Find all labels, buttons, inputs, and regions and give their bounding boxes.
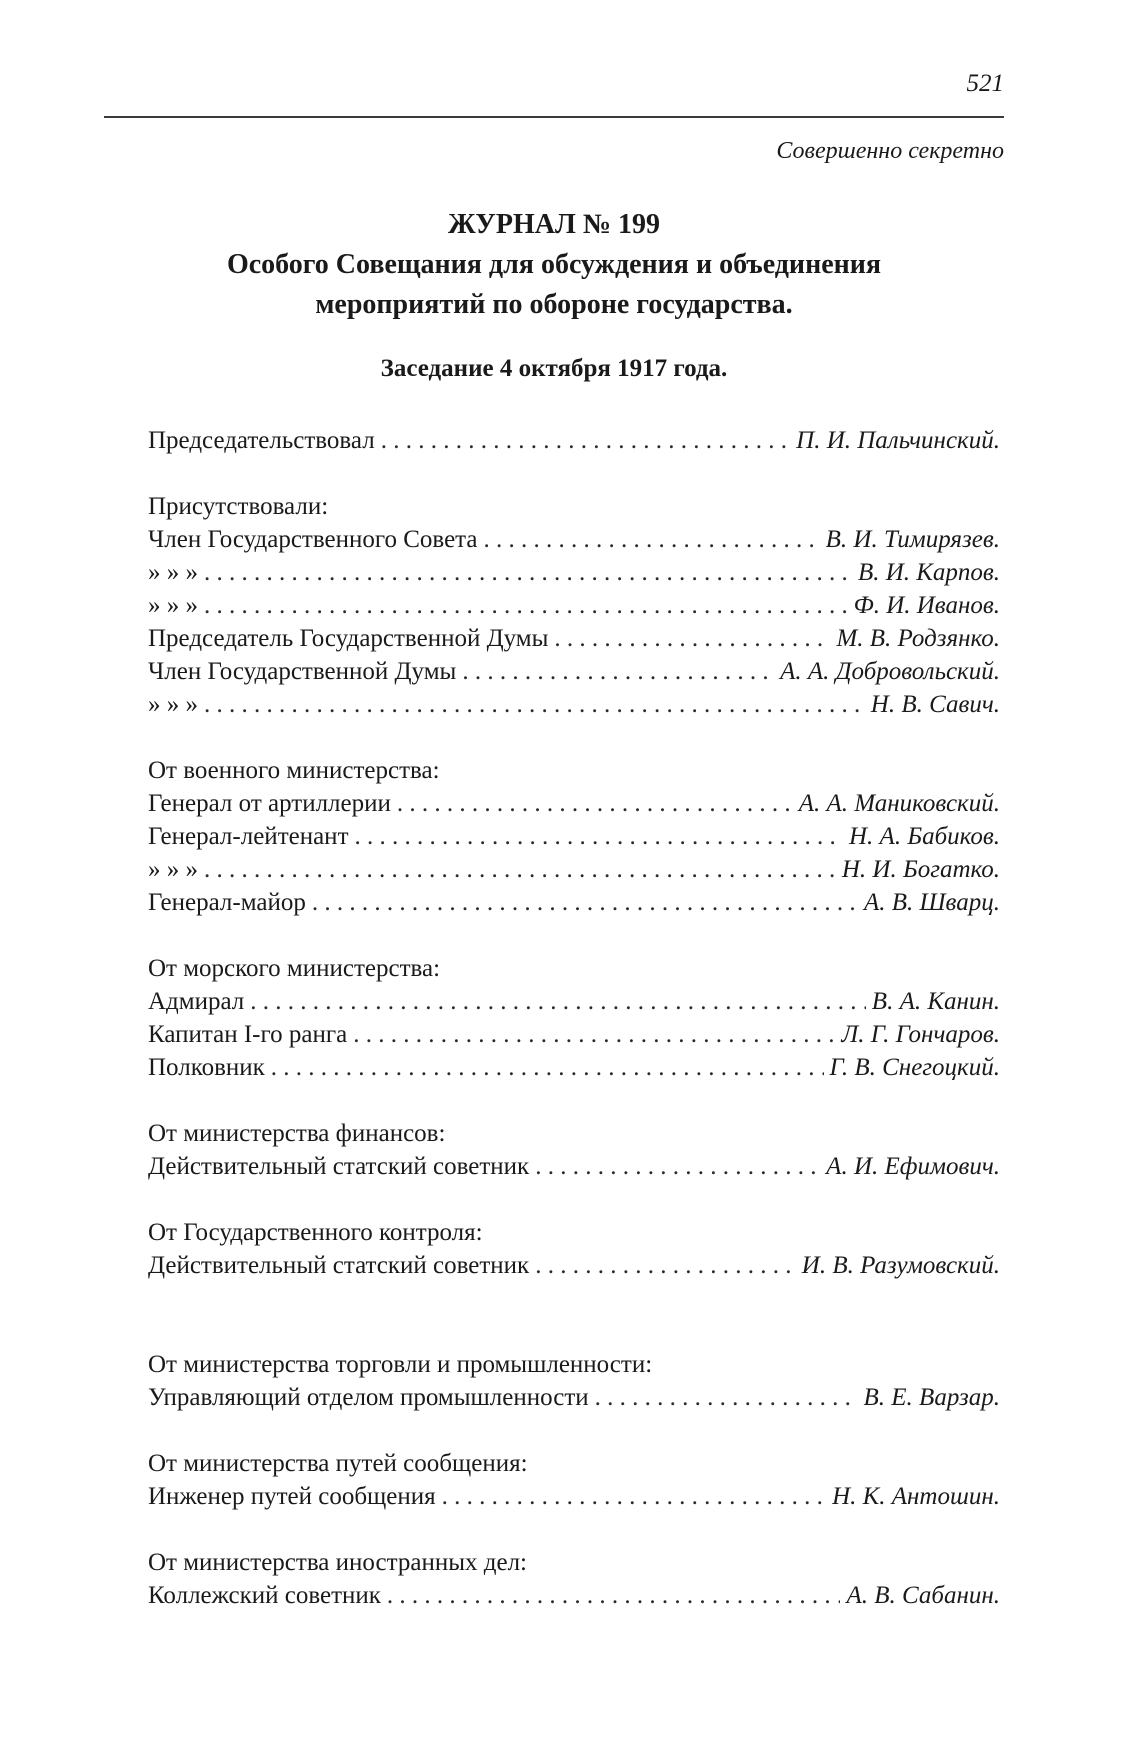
leader-dots	[535, 1249, 796, 1282]
row-name: Н. И. Богатко.	[841, 856, 1000, 883]
row-name: Н. В. Савич.	[870, 691, 1000, 718]
classification-mark: Совершенно секретно	[776, 138, 1004, 164]
row-label: Полковник	[148, 1054, 265, 1081]
attendance-list	[148, 424, 1000, 1612]
row-label: Генерал-майор	[148, 889, 306, 916]
list-item	[148, 1018, 1000, 1051]
list-item	[148, 622, 1000, 655]
title-line-3: мероприятий по обороне государства.	[315, 289, 793, 320]
leader-dots	[204, 556, 852, 589]
leader-dots	[442, 1480, 826, 1513]
row-name: А. А. Маниковский.	[798, 790, 1000, 817]
leader-dots	[484, 523, 820, 556]
row-label: Генерал от артиллерии	[148, 790, 391, 817]
list-item	[148, 820, 1000, 853]
chair-row	[148, 424, 1000, 457]
leader-dots	[387, 1579, 841, 1612]
row-name: А. И. Ефимович.	[826, 1153, 1000, 1180]
leader-dots	[353, 1018, 835, 1051]
group-heading: От министерства иностранных дел:	[148, 1549, 527, 1576]
title-line-1: ЖУРНАЛ № 199	[448, 209, 660, 240]
leader-dots	[204, 853, 836, 886]
list-item	[148, 523, 1000, 556]
row-label: Председатель Государственной Думы	[148, 625, 549, 652]
row-name: П. И. Пальчинский.	[796, 427, 1000, 454]
list-item	[148, 688, 1000, 721]
list-item	[148, 1381, 1000, 1414]
leader-dots	[355, 820, 844, 853]
row-name: Л. Г. Гончаров.	[841, 1021, 1000, 1048]
list-item	[148, 787, 1000, 820]
leader-dots	[554, 622, 830, 655]
list-item	[148, 886, 1000, 919]
leader-dots	[250, 985, 866, 1018]
row-label: Председательствовал	[148, 427, 375, 454]
group-heading: От военного министерства:	[148, 757, 440, 784]
row-name: В. И. Тимирязев.	[825, 526, 1000, 553]
leader-dots	[204, 589, 848, 622]
row-name: А. В. Сабанин.	[846, 1582, 1000, 1609]
row-label: » » »	[148, 559, 198, 586]
leader-dots	[535, 1150, 820, 1183]
row-label: Управляющий отделом промышленности	[148, 1384, 589, 1411]
leader-dots	[312, 886, 858, 919]
list-item	[148, 1579, 1000, 1612]
row-label: » » »	[148, 592, 198, 619]
row-label: » » »	[148, 856, 198, 883]
row-name: А. А. Добровольский.	[780, 658, 1000, 685]
row-label: Адмирал	[148, 988, 245, 1015]
row-name: М. В. Родзянко.	[836, 625, 1000, 652]
row-name: В. И. Карпов.	[857, 559, 1000, 586]
leader-dots	[462, 655, 774, 688]
leader-dots	[204, 688, 865, 721]
page-number: 521	[966, 70, 1004, 97]
row-name: И. В. Разумовский.	[801, 1252, 1000, 1279]
row-name: В. Е. Варзар.	[863, 1384, 1000, 1411]
list-item	[148, 556, 1000, 589]
title-line-2: Особого Совещания для обсуждения и объединения	[226, 249, 882, 280]
leader-dots	[271, 1051, 824, 1084]
row-label: Инженер путей сообщения	[148, 1483, 436, 1510]
header-rule	[104, 116, 1004, 118]
list-item	[148, 1480, 1000, 1513]
row-name: Г. В. Снегоцкий.	[829, 1054, 1000, 1081]
row-label: Капитан I-го ранга	[148, 1021, 348, 1048]
group-heading: От морского министерства:	[148, 955, 441, 982]
group-heading: От Государственного контроля:	[148, 1219, 483, 1246]
leader-dots	[595, 1381, 858, 1414]
group-heading: От министерства торговли и промышленности:	[148, 1351, 653, 1378]
list-item	[148, 1249, 1000, 1282]
list-item	[148, 853, 1000, 886]
list-item	[148, 1150, 1000, 1183]
list-item	[148, 985, 1000, 1018]
row-name: В. А. Канин.	[871, 988, 1000, 1015]
row-name: Ф. И. Иванов.	[853, 592, 1000, 619]
list-item	[148, 1051, 1000, 1084]
leader-dots	[397, 787, 793, 820]
row-name: Н. А. Бабиков.	[849, 823, 1000, 850]
row-label: Действительный статский советник	[148, 1153, 530, 1180]
group-heading: От министерства финансов:	[148, 1120, 446, 1147]
session-date: Заседание 4 октября 1917 года.	[380, 355, 728, 382]
row-label: Генерал-лейтенант	[148, 823, 349, 850]
row-label: Член Государственной Думы	[148, 658, 457, 685]
group-heading: Присутствовали:	[148, 493, 329, 520]
row-name: Н. К. Антошин.	[832, 1483, 1000, 1510]
document-title	[104, 205, 1004, 325]
row-label: Член Государственного Совета	[148, 526, 478, 553]
row-label: Коллежский советник	[148, 1582, 381, 1609]
row-label: » » »	[148, 691, 198, 718]
list-item	[148, 589, 1000, 622]
group-heading: От министерства путей сообщения:	[148, 1450, 528, 1477]
leader-dots	[381, 424, 790, 457]
row-name: А. В. Шварц.	[863, 889, 1000, 916]
list-item	[148, 655, 1000, 688]
row-label: Действительный статский советник	[148, 1252, 530, 1279]
